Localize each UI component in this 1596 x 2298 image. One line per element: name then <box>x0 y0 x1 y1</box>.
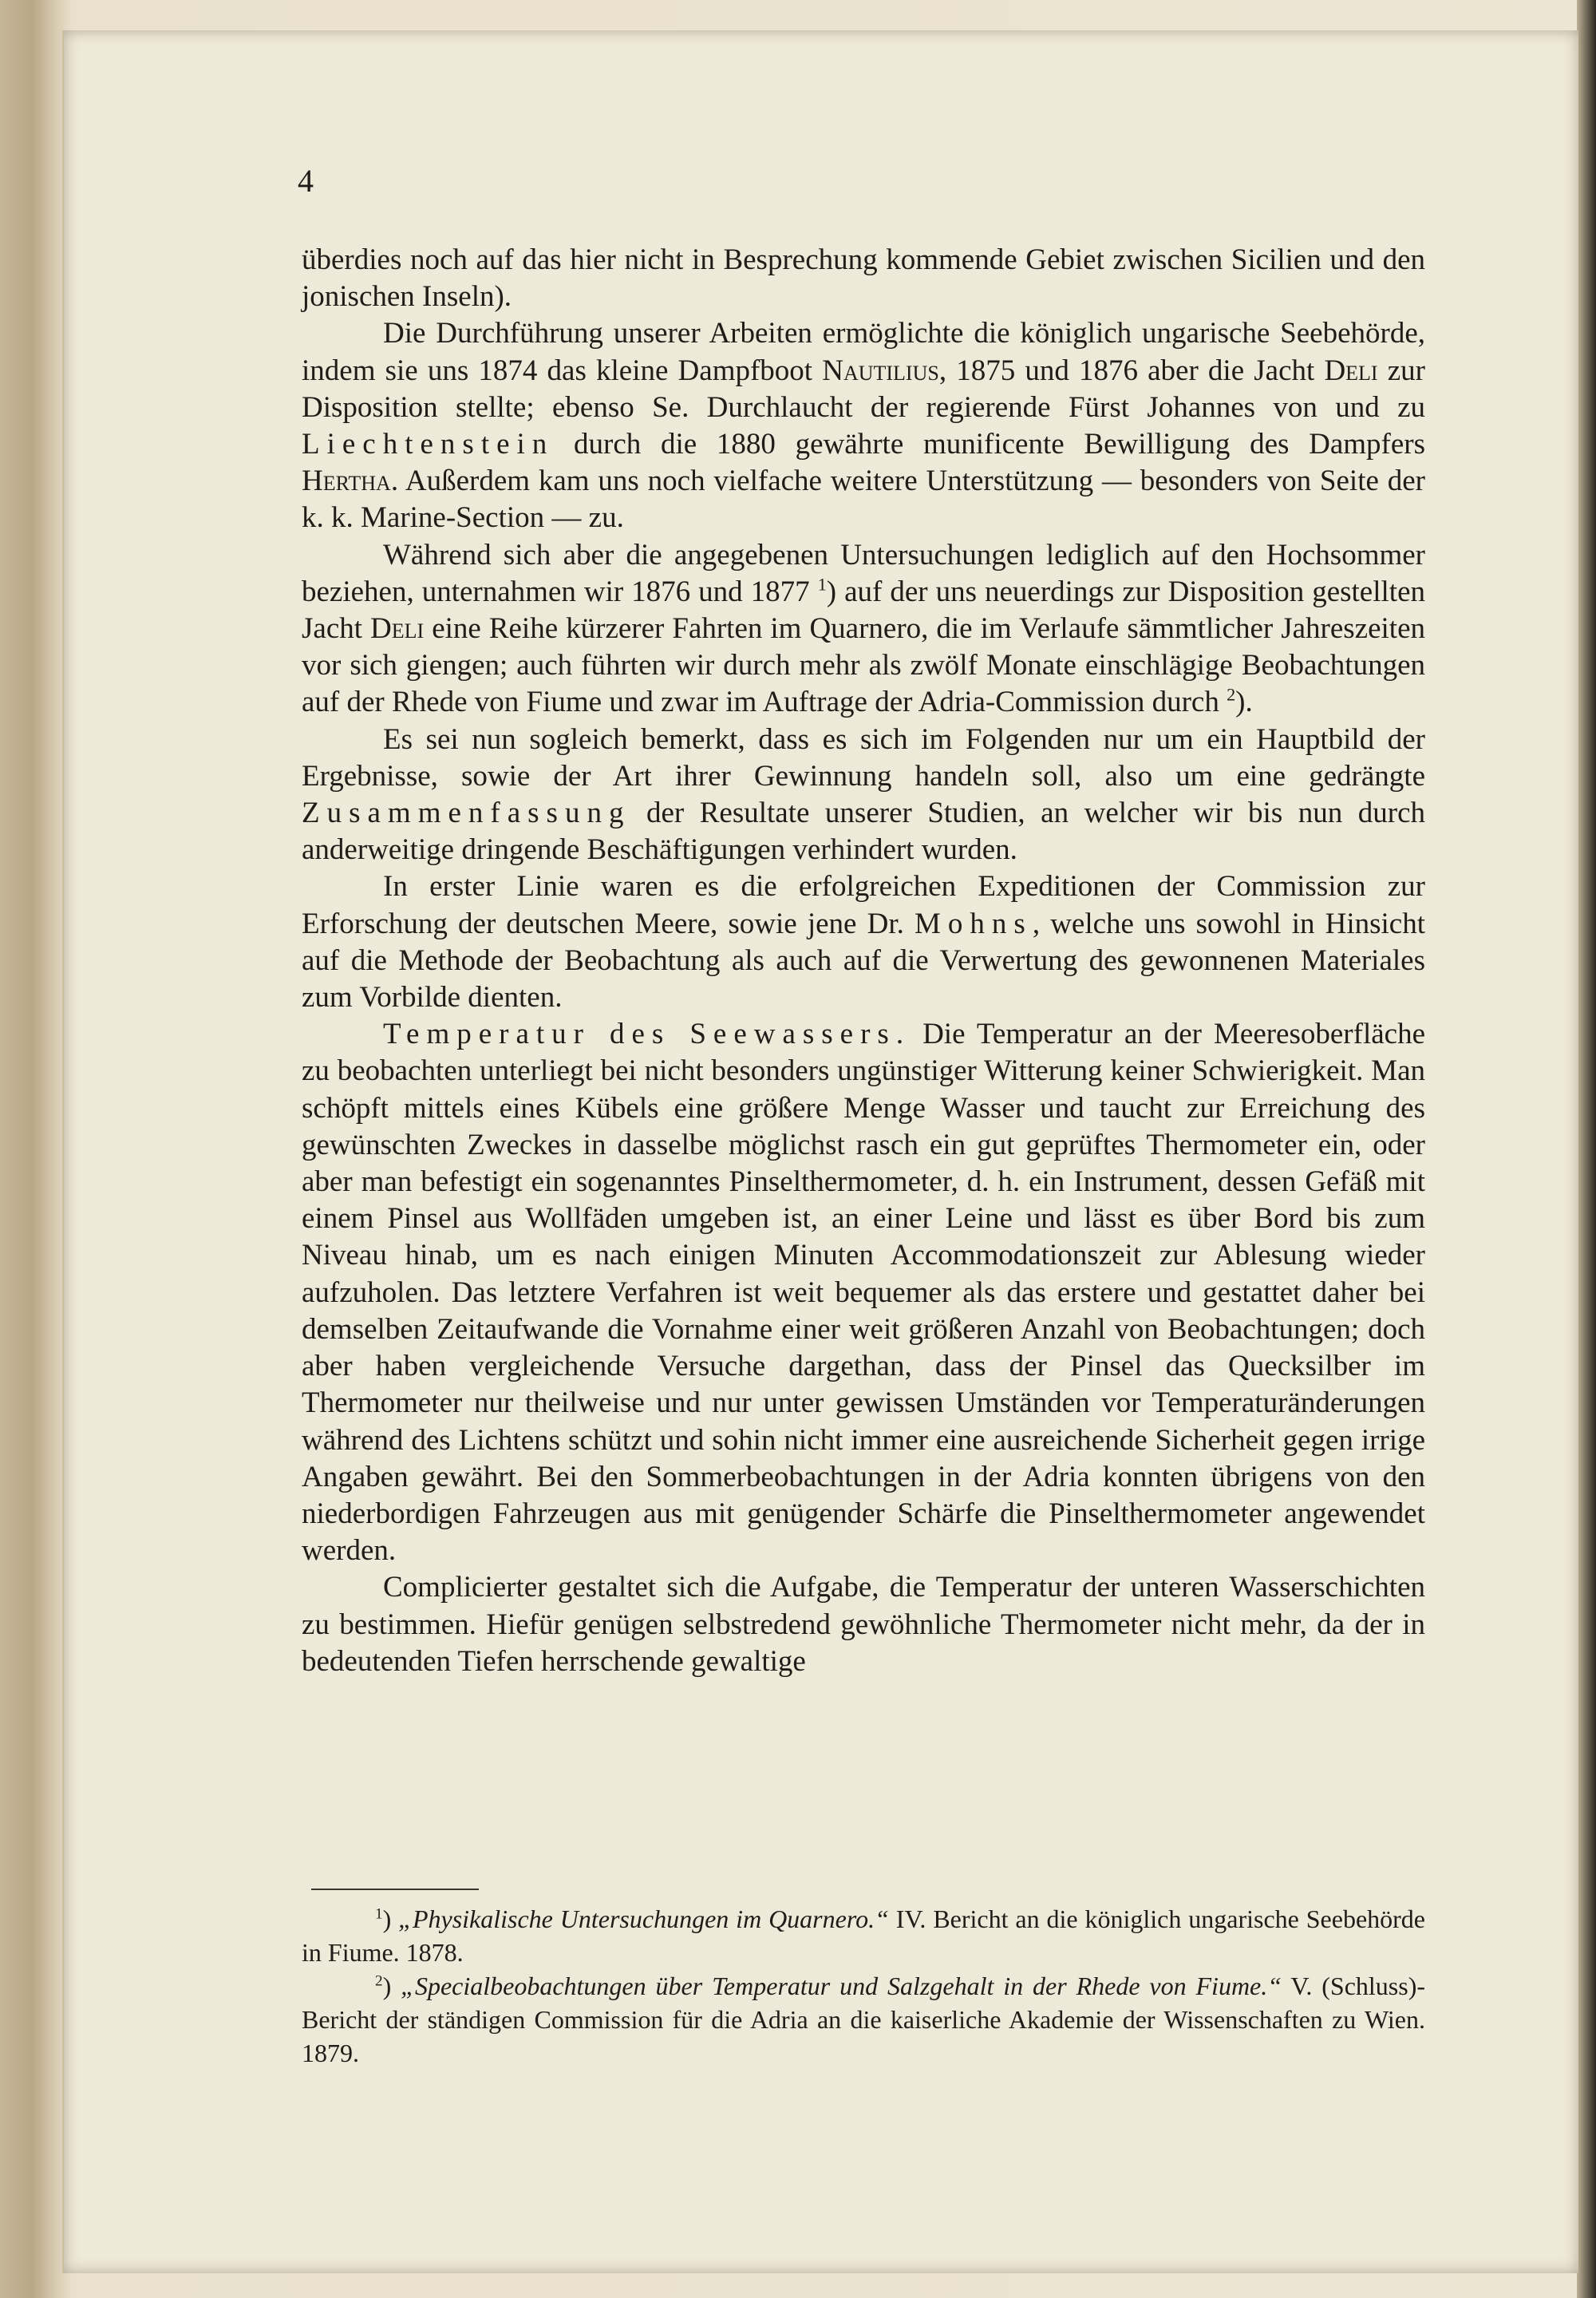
footnote-2-title: „Specialbeobachtungen über Temperatur und Salzgehalt in der Rhede von Fiume.“ <box>401 1972 1282 2000</box>
paragraph-2-text-c: zur Disposition stellte; ebenso Se. Durchlaucht der regierende Fürst Johannes von und zu <box>302 354 1425 424</box>
body-text <box>302 242 1425 1680</box>
footnote-2-text: V. (Schluss)-Bericht der ständigen Commission für die Adria an die kaiserliche Akademie der Wissenschaften zu Wien. 1879. <box>302 1972 1425 2067</box>
paragraph-4-text-a: Es sei nun sogleich bemerkt, dass es sich im Folgenden nur um ein Hauptbild der Ergebnisse, sowie der Art ihrer Gewinnung handeln soll, also um eine gedrängte <box>302 722 1425 793</box>
paragraph-4 <box>302 722 1425 869</box>
page-edge <box>1577 0 1596 2298</box>
paragraph-2 <box>302 315 1425 536</box>
footnote-rule <box>311 1889 479 1890</box>
paragraph-5-text-b: , welche uns sowohl in Hinsicht auf die Methode der Beobachtung als auch auf die Verwertung des gewonnenen Materiales zum Vorbilde dienten. <box>302 907 1425 1015</box>
paragraph-3-text-d: ). <box>1235 686 1253 719</box>
spaced-name-mohns: Mohns <box>915 907 1033 940</box>
footnote-1-title: „Physikalische Untersuchungen im Quarnero.“ <box>398 1904 889 1933</box>
footnote-ref-2: 2 <box>1227 685 1236 706</box>
section-heading-temperatur: Temperatur des Seewassers. <box>383 1018 911 1051</box>
footnote-1: $^1$) „Physikalische Untersuchungen im Quarnero.“ IV. Bericht an die königlich ungarische Seebehörde in Fiume. 1878. <box>302 1904 1425 1967</box>
ship-name-nautilius: Nautilius <box>822 354 939 387</box>
paragraph-5 <box>302 868 1425 1016</box>
paragraph-2-text-b: , 1875 und 1876 aber die Jacht <box>938 354 1325 387</box>
footnotes <box>302 1902 1425 2070</box>
ship-name-deli-2: Deli <box>370 612 425 646</box>
paragraph-6-text-a: Die Temperatur an der Meeresoberfläche zu beobachten unterliegt bei nicht besonders ungünstiger Witterung keiner Schwierigkeit. Man schöpft mittels eines Kübels eine größere Menge Wasser und taucht zur Erreichung des gewünschten Zweckes in dasselbe möglichst rasch ein gut geprüftes Thermometer ein, oder aber man befestigt ein sogenanntes Pinselthermometer, d. h. ein Instrument, dessen Gefäß mit einem Pinsel aus Wollfäden umgeben ist, an einer Leine und lässt es über Bord bis zum Niveau hinab, um es nach einigen Minuten Accommodationszeit zur Ablesung wieder aufzuholen. Das letztere Verfahren ist weit bequemer als das erstere und gestattet daher bei demselben Zeitaufwande die Vornahme einer weit größeren Anzahl von Beobachtungen; doch aber haben vergleichende Versuche dargethan, dass der Pinsel das Quecksilber im Thermometer nur theilweise und nur unter gewissen Umständen vor Temperaturänderungen während des Lichtens schützt und sohin nicht immer eine ausreichende Sicherheit gegen irrige Angaben gewährt. Bei den Sommerbeobachtungen in der Adria konnten übrigens von den niederbordigen Fahrzeugen aus mit genügender Schärfe die Pinselthermometer angewendet werden. <box>302 1018 1425 1568</box>
paragraph-6 <box>302 1016 1425 1569</box>
spaced-name-liechtenstein: Liechtenstein <box>302 428 555 461</box>
ship-name-hertha: Hertha <box>302 465 391 498</box>
paragraph-4-text-b: der Resultate unserer Studien, an welcher wir bis nun durch anderweitige dringende Beschäftigungen verhindert wurden. <box>302 797 1425 867</box>
footnote-1-text: IV. Bericht an die königlich ungarische Seebehörde in Fiume. 1878. <box>302 1904 1425 1967</box>
paragraph-7: Complicierter gestaltet sich die Aufgabe, die Temperatur der unteren Wasserschichten zu bestimmen. Hiefür genügen selbstredend gewöhnliche Thermometer nicht mehr, da der in bedeutenden Tiefen herrschende gewaltige <box>302 1571 1425 1678</box>
paragraph-3-text-c: eine Reihe kürzerer Fahrten im Quarnero, die im Verlaufe sämmtlicher Jahreszeiten vor sich giengen; auch führten wir durch mehr als zwölf Monate einschlägige Beobachtungen auf der Rhede von Fiume und zwar im Auftrage der Adria-Commission durch <box>302 612 1425 719</box>
footnote-1-marker: 1 <box>375 1905 383 1923</box>
footnote-2: $^2$) „Specialbeobachtungen über Temperatur und Salzgehalt in der Rhede von Fiume.“ V. (Schluss)-Bericht der ständigen Commission für die Adria an die kaiserliche Akademie der Wissenschaften zu Wien. 1879. <box>302 1972 1425 2067</box>
paragraph-3 <box>302 537 1425 722</box>
paragraph-2-text-e: . Außerdem kam uns noch vielfache weitere Unterstützung — besonders von Seite der k. k. Marine-Section — zu. <box>302 465 1425 535</box>
footnote-2-marker: 2 <box>375 1972 383 1990</box>
paragraph-1: überdies noch auf das hier nicht in Besprechung kommende Gebiet zwischen Sicilien und den jonischen Inseln). <box>302 243 1425 314</box>
paragraph-3-text-a: Während sich aber die angegebenen Untersuchungen lediglich auf den Hochsommer beziehen, unternahmen wir 1876 und 1877 <box>302 538 1425 608</box>
footnote-ref-1: 1 <box>817 574 827 595</box>
paragraph-3-text-b: ) auf der uns neuerdings zur Disposition gestellten Jacht <box>302 575 1425 646</box>
spaced-word-zusammenfassung: Zusammenfassung <box>302 797 631 830</box>
paragraph-2-text-d: durch die 1880 gewährte munificente Bewilligung des Dampfers <box>554 428 1425 461</box>
paragraph-5-text-a: In erster Linie waren es die erfolgreichen Expeditionen der Commission zur Erforschung der deutschen Meere, sowie jene Dr. <box>302 870 1425 940</box>
paragraph-2-text-a: Die Durchführung unserer Arbeiten ermöglichte die königlich ungarische Seebehörde, indem sie uns 1874 das kleine Dampfboot <box>302 317 1425 387</box>
page-number: 4 <box>298 163 314 199</box>
ship-name-deli: Deli <box>1324 354 1378 387</box>
